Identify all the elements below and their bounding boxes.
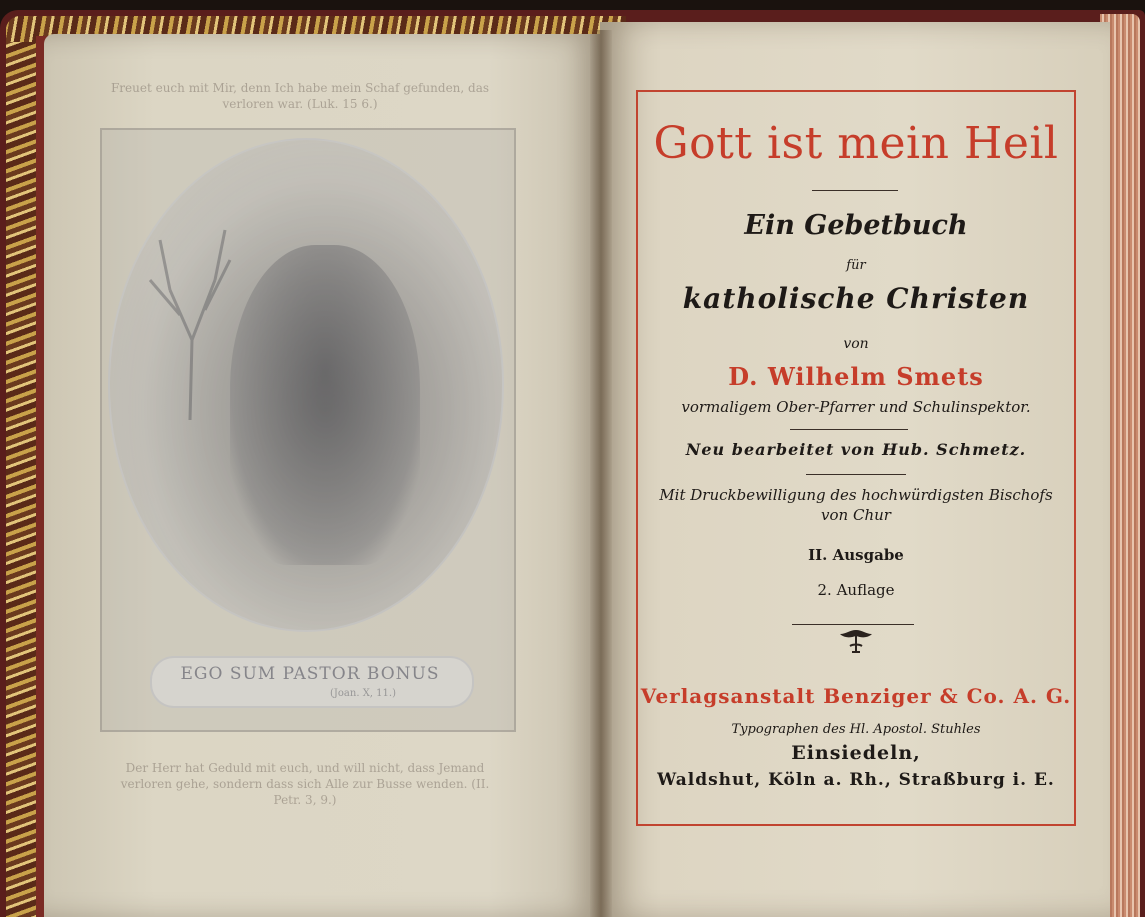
frontispiece-top-verse: Freuet euch mit Mir, denn Ich habe mein Schaf gefunden, das verloren war. (Luk. 15 6.) (110, 81, 490, 111)
author-name: D. Wilhelm Smets (728, 362, 984, 391)
frontispiece-bottom-verse: Der Herr hat Geduld mit euch, und will nicht, dass Jemand verloren gehe, sondern dass sich Alle zur Busse wenden. (II. Petr. 3, 9.) (120, 761, 490, 807)
shepherd-figure (230, 245, 420, 565)
book-subtitle: Ein Gebetbuch (744, 210, 968, 241)
fleuron-ornament-icon (836, 626, 876, 656)
publisher-city: Einsiedeln, (791, 742, 921, 764)
motto-reference: (Joan. X, 11.) (330, 688, 396, 699)
divider-rule (792, 624, 914, 625)
audience-line: katholische Christen (682, 282, 1030, 315)
printing-label: 2. Auflage (817, 581, 895, 599)
bare-tree (130, 220, 250, 420)
for-word: für (846, 258, 866, 273)
printers-line: Typographen des Hl. Apostol. Stuhles (731, 722, 981, 737)
imprimatur-line-1: Mit Druckbewilligung des hochwürdigsten Bischofs (659, 486, 1053, 504)
divider-rule (790, 429, 908, 430)
editor-line: Neu bearbeitet von Hub. Schmetz. (685, 440, 1027, 459)
divider-rule (806, 474, 906, 475)
imprimatur-line-2: von Chur (821, 506, 891, 524)
book-gutter (590, 30, 612, 917)
by-word: von (843, 336, 869, 352)
motto-text: EGO SUM PASTOR BONUS (180, 664, 440, 684)
divider-rule (812, 190, 898, 191)
publisher-name: Verlagsanstalt Benziger & Co. A. G. (640, 684, 1072, 708)
edition-label: II. Ausgabe (808, 546, 904, 564)
author-role: vormaligem Ober-Pfarrer und Schulinspektor. (681, 398, 1031, 416)
branch-cities: Waldshut, Köln a. Rh., Straßburg i. E. (657, 770, 1055, 790)
book-title: Gott ist mein Heil (653, 118, 1059, 169)
